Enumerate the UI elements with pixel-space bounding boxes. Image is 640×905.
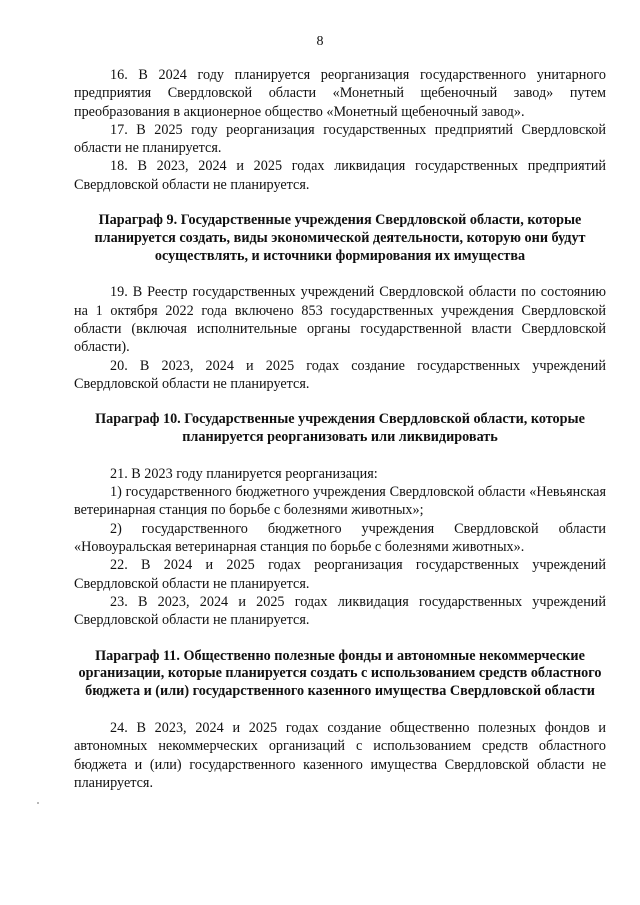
section-11-heading: Параграф 11. Общественно полезные фонды и автономные некоммерческие организации, которые планируется создать с использованием средств областного бюджета и (или) государственного казенного имущества Свердловской области: [78, 647, 602, 700]
scan-mark: [37, 802, 39, 804]
paragraph-18: 18. В 2023, 2024 и 2025 годах ликвидация государственных предприятий Свердловской области не планируется.: [74, 158, 606, 193]
list-item-1: 1) государственного бюджетного учреждения Свердловской области «Невьянская ветеринарная станция по борьбе с болезнями животных»;: [74, 484, 606, 519]
section-10-heading: Параграф 10. Государственные учреждения Свердловской области, которые планируется реорганизовать или ликвидировать: [95, 411, 585, 446]
paragraph-20: 20. В 2023, 2024 и 2025 годах создание государственных учреждений Свердловской области не планируется.: [74, 357, 606, 392]
paragraph-23: 23. В 2023, 2024 и 2025 годах ликвидация государственных учреждений Свердловской области не планируется.: [74, 593, 606, 629]
paragraph-22: 22. В 2024 и 2025 годах реорганизация государственных учреждений Свердловской области не планируется.: [74, 557, 606, 592]
paragraph-24: 24. В 2023, 2024 и 2025 годах создание общественно полезных фондов и автономных некоммерческих организаций с использованием средств областного бюджета и (или) государственного казенного имущества Свердловской области не планируется.: [74, 719, 606, 791]
section-9-heading: Параграф 9. Государственные учреждения Свердловской области, которые планируется создать, виды экономической деятельности, которую они будут осуществлять, и источники формирования их имущества: [94, 212, 586, 264]
document-body: [74, 66, 606, 792]
paragraph-19: 19. В Реестр государственных учреждений Свердловской области по состоянию на 1 октября 2022 года включено 853 государственных учреждения Свердловской области (включая исполнительные органы государственной власти Свердловской области).: [74, 284, 606, 356]
list-item-2: 2) государственного бюджетного учреждения Свердловской области «Новоуральская ветеринарная станция по борьбе с болезнями животных».: [74, 520, 606, 556]
paragraph-17: 17. В 2025 году реорганизация государственных предприятий Свердловской области не планируется.: [74, 121, 606, 157]
paragraph-16: 16. В 2024 году планируется реорганизация государственного унитарного предприятия Свердловской области «Монетный щебеночный завод» путем преобразования в акционерное общество «Монетный щебеночный завод».: [74, 67, 606, 120]
paragraph-21: 21. В 2023 году планируется реорганизация:: [110, 465, 378, 482]
page-number: 8: [316, 34, 324, 49]
